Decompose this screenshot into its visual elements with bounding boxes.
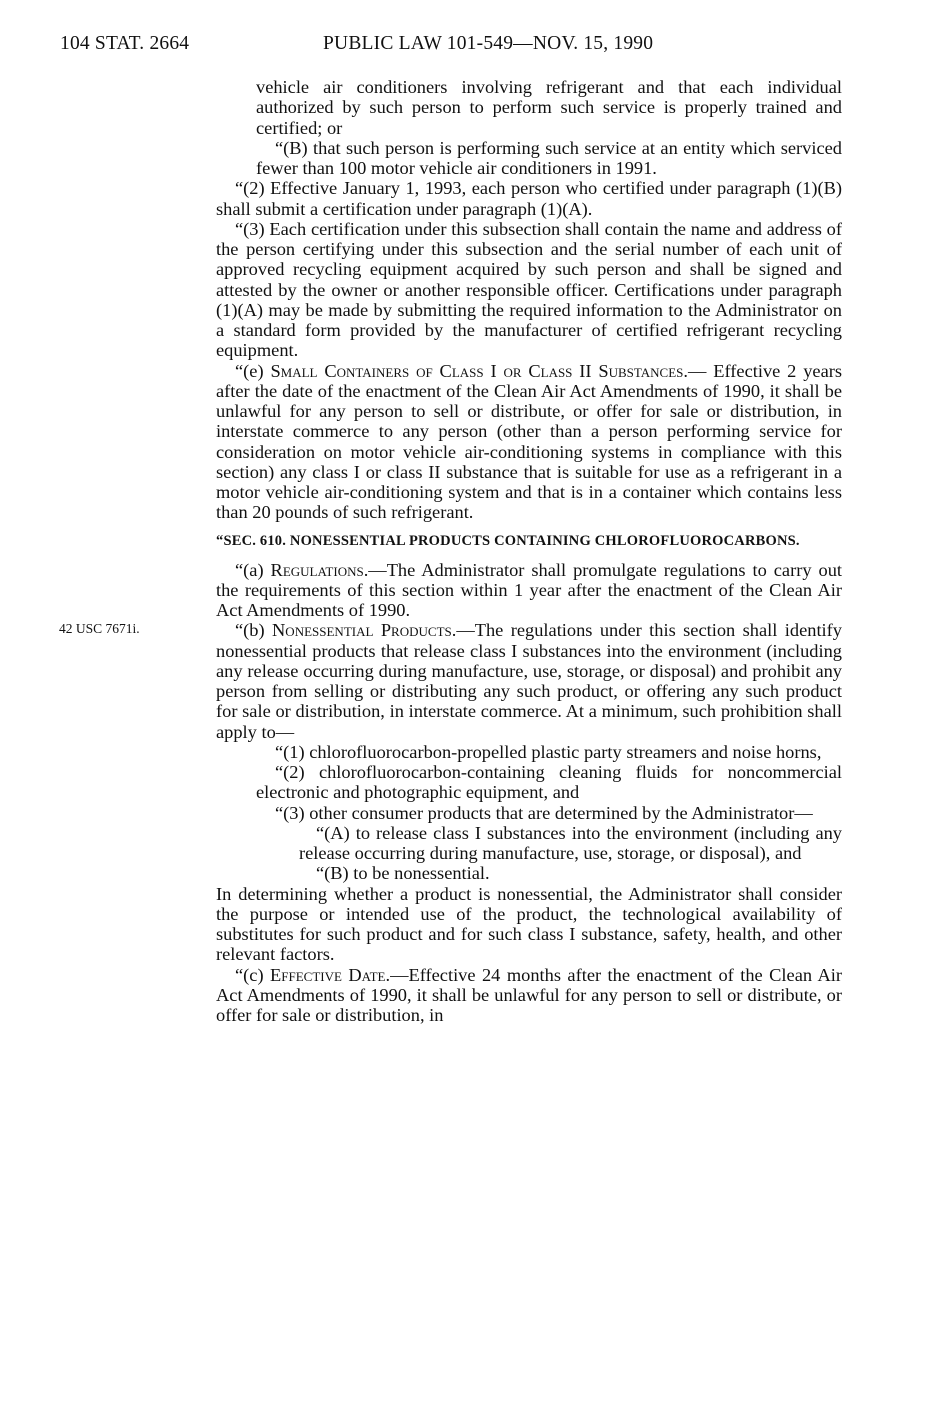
subsection-c-label: “(c) bbox=[235, 964, 271, 985]
paragraph-1b: “(B) that such person is performing such service at an entity which serviced fewer than 100 motor vehicle air conditioners in 1991. bbox=[256, 137, 842, 178]
section-610-heading: “SEC. 610. NONESSENTIAL PRODUCTS CONTAINING CHLOROFLUOROCARBONS. bbox=[216, 532, 800, 549]
subsection-e-body: — Effective 2 years after the date of the enactment of the Clean Air Act Amendments of 1990, it shall be unlawful for any person to sell or distribute, or offer for sale or distribution, in interstate commerce to any person (other than a person performing service for consideration on motor vehicle air-conditioning systems in compliance with this section) any class I or class II substance that is suitable for use as a refrigerant in a motor vehicle air-conditioning system and that is in a container which contains less than 20 pounds of such refrigerant. bbox=[216, 360, 843, 523]
item-3b: “(B) to be nonessential. bbox=[316, 863, 490, 884]
item-3a: “(A) to release class I substances into the environment (including any release occurring during manufacture, use, storage, or disposal), and bbox=[299, 822, 842, 863]
document-body bbox=[216, 77, 842, 1025]
subsection-e-label: “(e) bbox=[235, 360, 271, 381]
subsection-a-label: “(a) bbox=[235, 559, 271, 580]
paragraph-continuation: vehicle air conditioners involving refrigerant and that each individual authorized by such person to perform such service is properly trained and certified; or bbox=[256, 77, 842, 138]
subsection-c bbox=[216, 965, 842, 1026]
item-2: “(2) chlorofluorocarbon-containing cleaning fluids for noncommercial electronic and photographic equipment, and bbox=[256, 762, 842, 803]
paragraph-2: “(2) Effective January 1, 1993, each person who certified under paragraph (1)(B) shall submit a certification under paragraph (1)(A). bbox=[216, 178, 842, 219]
subsection-a bbox=[216, 560, 842, 621]
item-3: “(3) other consumer products that are determined by the Administrator— bbox=[275, 802, 813, 823]
determining-paragraph: In determining whether a product is nonessential, the Administrator shall consider the purpose or intended use of the product, the technological availability of substitutes for such product and for such class I substance, safety, health, and other relevant factors. bbox=[216, 883, 842, 965]
paragraph-3: “(3) Each certification under this subsection shall contain the name and address of the person certifying under this subsection and the serial number of each unit of approved recycling equipment acquired by such person and shall be signed and attested by the owner or another responsible officer. Certifications under paragraph (1)(A) may be made by submitting the required information to the Administrator on a standard form provided by the manufacturer of certified refrigerant recycling equipment. bbox=[216, 218, 842, 361]
subsection-c-heading: Effective Date. bbox=[270, 964, 391, 985]
subsection-a-body: —The Administrator shall promulgate regulations to carry out the requirements of this section within 1 year after the enactment of the Clean Air Act Amendments of 1990. bbox=[216, 559, 843, 620]
margin-citation: 42 USC 7671i. bbox=[59, 621, 140, 636]
subsection-b-body: —The regulations under this section shall identify nonessential products that release class I substances into the environment (including any release occurring during manufacture, use, storage, or disposal) and prohibit any person from selling or distributing any such product, or offering any such product for sale or distribution, in interstate commerce. At a minimum, such prohibition shall apply to— bbox=[216, 620, 842, 742]
public-law-title: PUBLIC LAW 101-549—NOV. 15, 1990 bbox=[323, 33, 654, 54]
subsection-c-body: —Effective 24 months after the enactment of the Clean Air Act Amendments of 1990, it shall be unlawful for any person to sell or distribute, or offer for sale or distribution, in bbox=[216, 964, 842, 1025]
subsection-b-heading: Nonessential Products. bbox=[272, 620, 457, 641]
item-1: “(1) chlorofluorocarbon-propelled plastic party streamers and noise horns, bbox=[275, 741, 822, 762]
subsection-e bbox=[216, 361, 842, 523]
page-header bbox=[60, 33, 860, 63]
subsection-a-heading: Regulations. bbox=[270, 559, 369, 580]
subsection-b-label: “(b) bbox=[235, 620, 273, 641]
stat-page-number: 104 STAT. 2664 bbox=[60, 33, 190, 54]
subsection-b bbox=[216, 620, 842, 742]
subsection-e-heading: Small Containers of Class I or Class II Substances. bbox=[270, 360, 689, 381]
